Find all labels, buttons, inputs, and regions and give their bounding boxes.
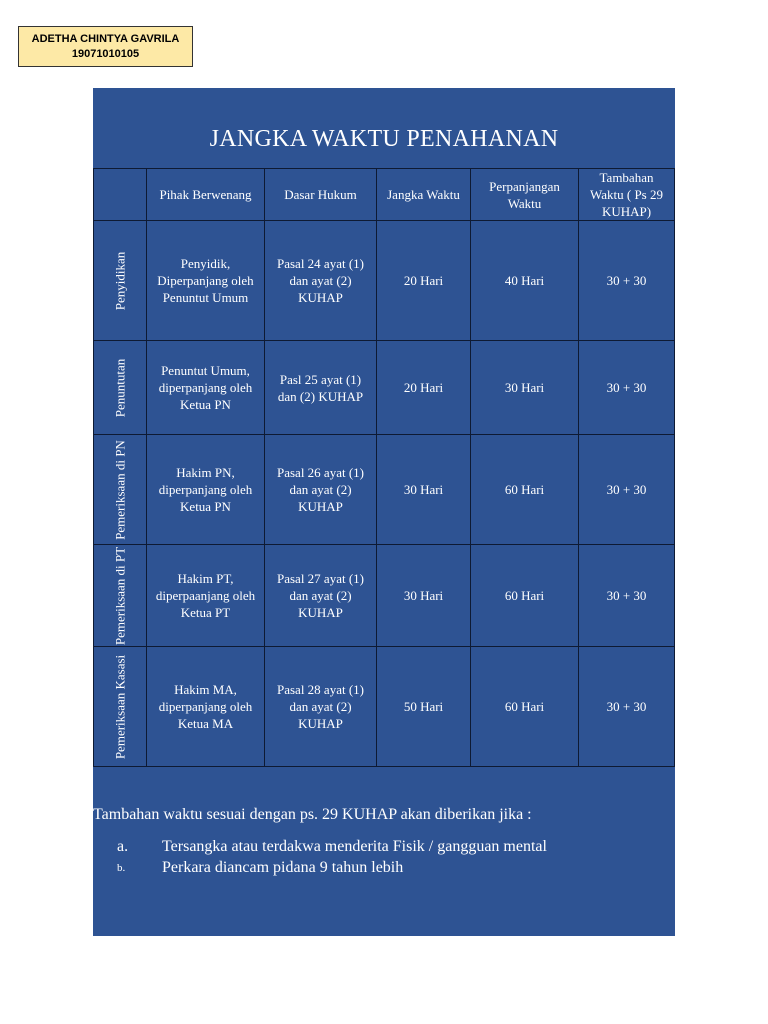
legal-basis-cell: Pasal 28 ayat (1) dan ayat (2) KUHAP <box>265 647 377 767</box>
stage-label: Pemeriksaan Kasasi <box>112 654 128 759</box>
table-row <box>94 647 675 767</box>
additional-cell: 30 + 30 <box>579 341 675 435</box>
additional-cell: 30 + 30 <box>579 435 675 545</box>
extension-cell: 30 Hari <box>471 341 579 435</box>
stage-label: Penyidikan <box>112 251 128 310</box>
legal-basis-cell: Pasl 25 ayat (1) dan (2) KUHAP <box>265 341 377 435</box>
header-authority: Pihak Berwenang <box>147 169 265 221</box>
detention-period-table <box>93 168 675 767</box>
table-row <box>94 221 675 341</box>
author-name-box <box>18 26 193 67</box>
duration-cell: 20 Hari <box>377 221 471 341</box>
stage-cell <box>94 435 147 545</box>
extension-cell: 60 Hari <box>471 545 579 647</box>
note-item-marker: b. <box>117 862 126 874</box>
note-item-marker: a. <box>117 838 129 855</box>
header-stage <box>94 169 147 221</box>
stage-cell <box>94 545 147 647</box>
table-row <box>94 341 675 435</box>
note-intro: Tambahan waktu sesuai dengan ps. 29 KUHAP akan diberikan jika : <box>93 806 532 823</box>
author-name: ADETHA CHINTYA GAVRILA <box>31 33 180 45</box>
additional-cell: 30 + 30 <box>579 221 675 341</box>
stage-cell <box>94 341 147 435</box>
duration-cell: 30 Hari <box>377 435 471 545</box>
additional-cell: 30 + 30 <box>579 545 675 647</box>
extension-cell: 40 Hari <box>471 221 579 341</box>
legal-basis-cell: Pasal 27 ayat (1) dan ayat (2) KUHAP <box>265 545 377 647</box>
page-title: JANGKA WAKTU PENAHANAN <box>209 126 559 152</box>
extension-cell: 60 Hari <box>471 435 579 545</box>
note-item-text: Perkara diancam pidana 9 tahun lebih <box>162 859 404 876</box>
authority-cell: Penuntut Umum, diperpanjang oleh Ketua PN <box>147 341 265 435</box>
table-row <box>94 545 675 647</box>
stage-label: Pemeriksaan di PN <box>112 439 128 540</box>
duration-cell: 50 Hari <box>377 647 471 767</box>
header-extension: Perpanjangan Waktu <box>471 169 579 221</box>
stage-label: Penuntutan <box>112 358 128 417</box>
duration-cell: 20 Hari <box>377 341 471 435</box>
stage-cell <box>94 221 147 341</box>
note-item-text: Tersangka atau terdakwa menderita Fisik / gangguan mental <box>162 838 547 855</box>
stage-cell <box>94 647 147 767</box>
authority-cell: Hakim PT, diperpaanjang oleh Ketua PT <box>147 545 265 647</box>
extension-cell: 60 Hari <box>471 647 579 767</box>
stage-label: Pemeriksaan di PT <box>112 546 128 645</box>
author-id: 19071010105 <box>71 48 140 60</box>
header-legal-basis: Dasar Hukum <box>265 169 377 221</box>
duration-cell: 30 Hari <box>377 545 471 647</box>
authority-cell: Hakim PN, diperpanjang oleh Ketua PN <box>147 435 265 545</box>
authority-cell: Hakim MA, diperpanjang oleh Ketua MA <box>147 647 265 767</box>
additional-cell: 30 + 30 <box>579 647 675 767</box>
authority-cell: Penyidik, Diperpanjang oleh Penuntut Umum <box>147 221 265 341</box>
table-header-row <box>94 169 675 221</box>
legal-basis-cell: Pasal 24 ayat (1) dan ayat (2) KUHAP <box>265 221 377 341</box>
legal-basis-cell: Pasal 26 ayat (1) dan ayat (2) KUHAP <box>265 435 377 545</box>
table-row <box>94 435 675 545</box>
header-additional: Tambahan Waktu ( Ps 29 KUHAP) <box>579 169 675 221</box>
header-duration: Jangka Waktu <box>377 169 471 221</box>
